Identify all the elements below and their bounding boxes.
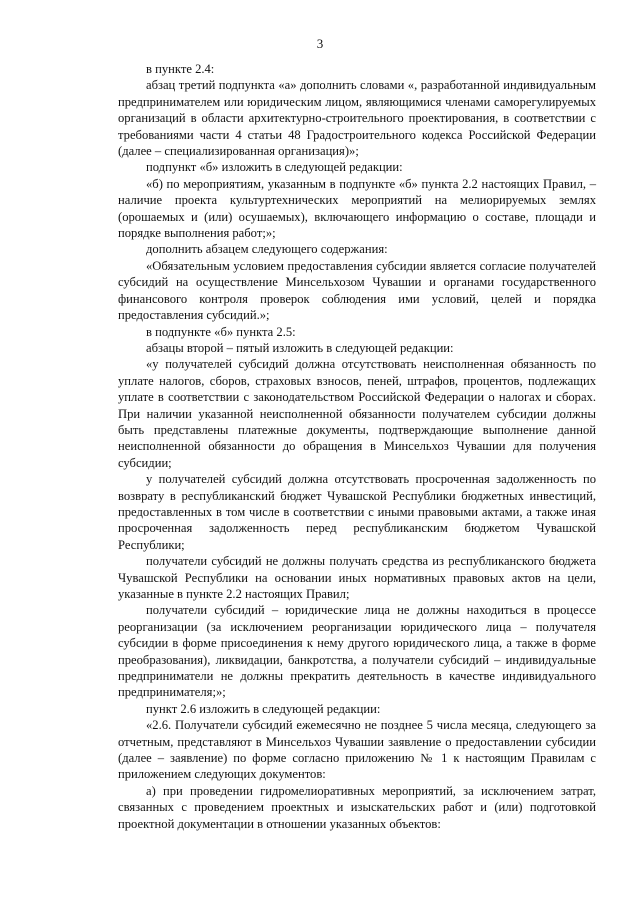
page-number: 3 [316, 36, 324, 51]
paragraph: дополнить абзацем следующего содержания: [146, 242, 388, 257]
paragraph: «б) по мероприятиям, указанным в подпункте «б» пункта 2.2 настоящих Правил, – наличие проекта культуртехнических мероприятий на мелиорируемых землях (орошаемых и (или) осушаемых), включающего информацию о составе, площади и порядке выполнения работ;»; [118, 176, 596, 241]
paragraph: в подпункте «б» пункта 2.5: [146, 324, 296, 339]
paragraph: в пункте 2.4: [146, 62, 215, 76]
paragraph: «у получателей субсидий должна отсутствовать неисполненная обязанность по уплате налогов, сборов, страховых взносов, пеней, штрафов, процентов, подлежащих уплате в соответствии с законодательством Российской Федерации о налогах и сборах. При наличии указанной неисполненной обязанности получателем субсидии должны быть представлены платежные документы, подтверждающие выполнение данной неисполненной обязанности до обращения в Минсельхоз Чувашии для получения субсидии; [118, 357, 596, 470]
paragraph: абзацы второй – пятый изложить в следующей редакции: [146, 340, 454, 355]
paragraph: получатели субсидий не должны получать средства из республиканского бюджета Чувашской Республики на основании иных нормативных правовых актов на цели, указанные в пункте 2.2 настоящих Правил; [118, 554, 596, 601]
paragraph: «Обязательным условием предоставления субсидии является согласие получателей субсидий на осуществление Минсельхозом Чувашии и органами государственного финансового контроля проверок соблюдения ими условий, целей и порядка предоставления субсидий.»; [118, 258, 596, 323]
paragraph: пункт 2.6 изложить в следующей редакции: [146, 701, 381, 716]
paragraph: абзац третий подпункта «а» дополнить словами «, разработанной индивидуальным предпринимателем или юридическим лицом, являющимися членами саморегулируемых организаций в области архитектурно-строительного проектирования, в соответствии с требованиями части 4 статьи 48 Градостроительного кодекса Российской Федерации (далее – специализированная организация)»; [118, 78, 596, 159]
paragraph: а) при проведении гидромелиоративных мероприятий, за исключением затрат, связанных с проведением проектных и изыскательских работ и (или) подготовкой проектной документации в отношении указанных объектов: [118, 783, 596, 831]
paragraph: «2.6. Получатели субсидий ежемесячно не позднее 5 числа месяца, следующего за отчетным, представляют в Минсельхоз Чувашии заявление о предоставлении субсидии (далее – заявление) по форме согласно приложению № 1 к настоящим Правилам с приложением следующих документов: [118, 718, 596, 782]
document-body [118, 61, 596, 832]
paragraph: подпункт «б» изложить в следующей редакции: [146, 160, 403, 175]
paragraph: у получателей субсидий должна отсутствовать просроченная задолженность по возврату в республиканский бюджет Чувашской Республики бюджетных инвестиций, предоставленных в том числе в соответствии с иными правовыми актами, а также иная просроченная задолженность перед республиканским бюджетом Чувашской Республики; [118, 472, 596, 552]
paragraph: получатели субсидий – юридические лица не должны находиться в процессе реорганизации (за исключением реорганизации юридического лица – получателя субсидии в форме присоединения к нему другого юридического лица, а также в форме преобразования), ликвидации, банкротства, а получатели субсидий – индивидуальные предприниматели не должны прекратить деятельность в качестве индивидуального предпринимателя;»; [118, 603, 596, 700]
